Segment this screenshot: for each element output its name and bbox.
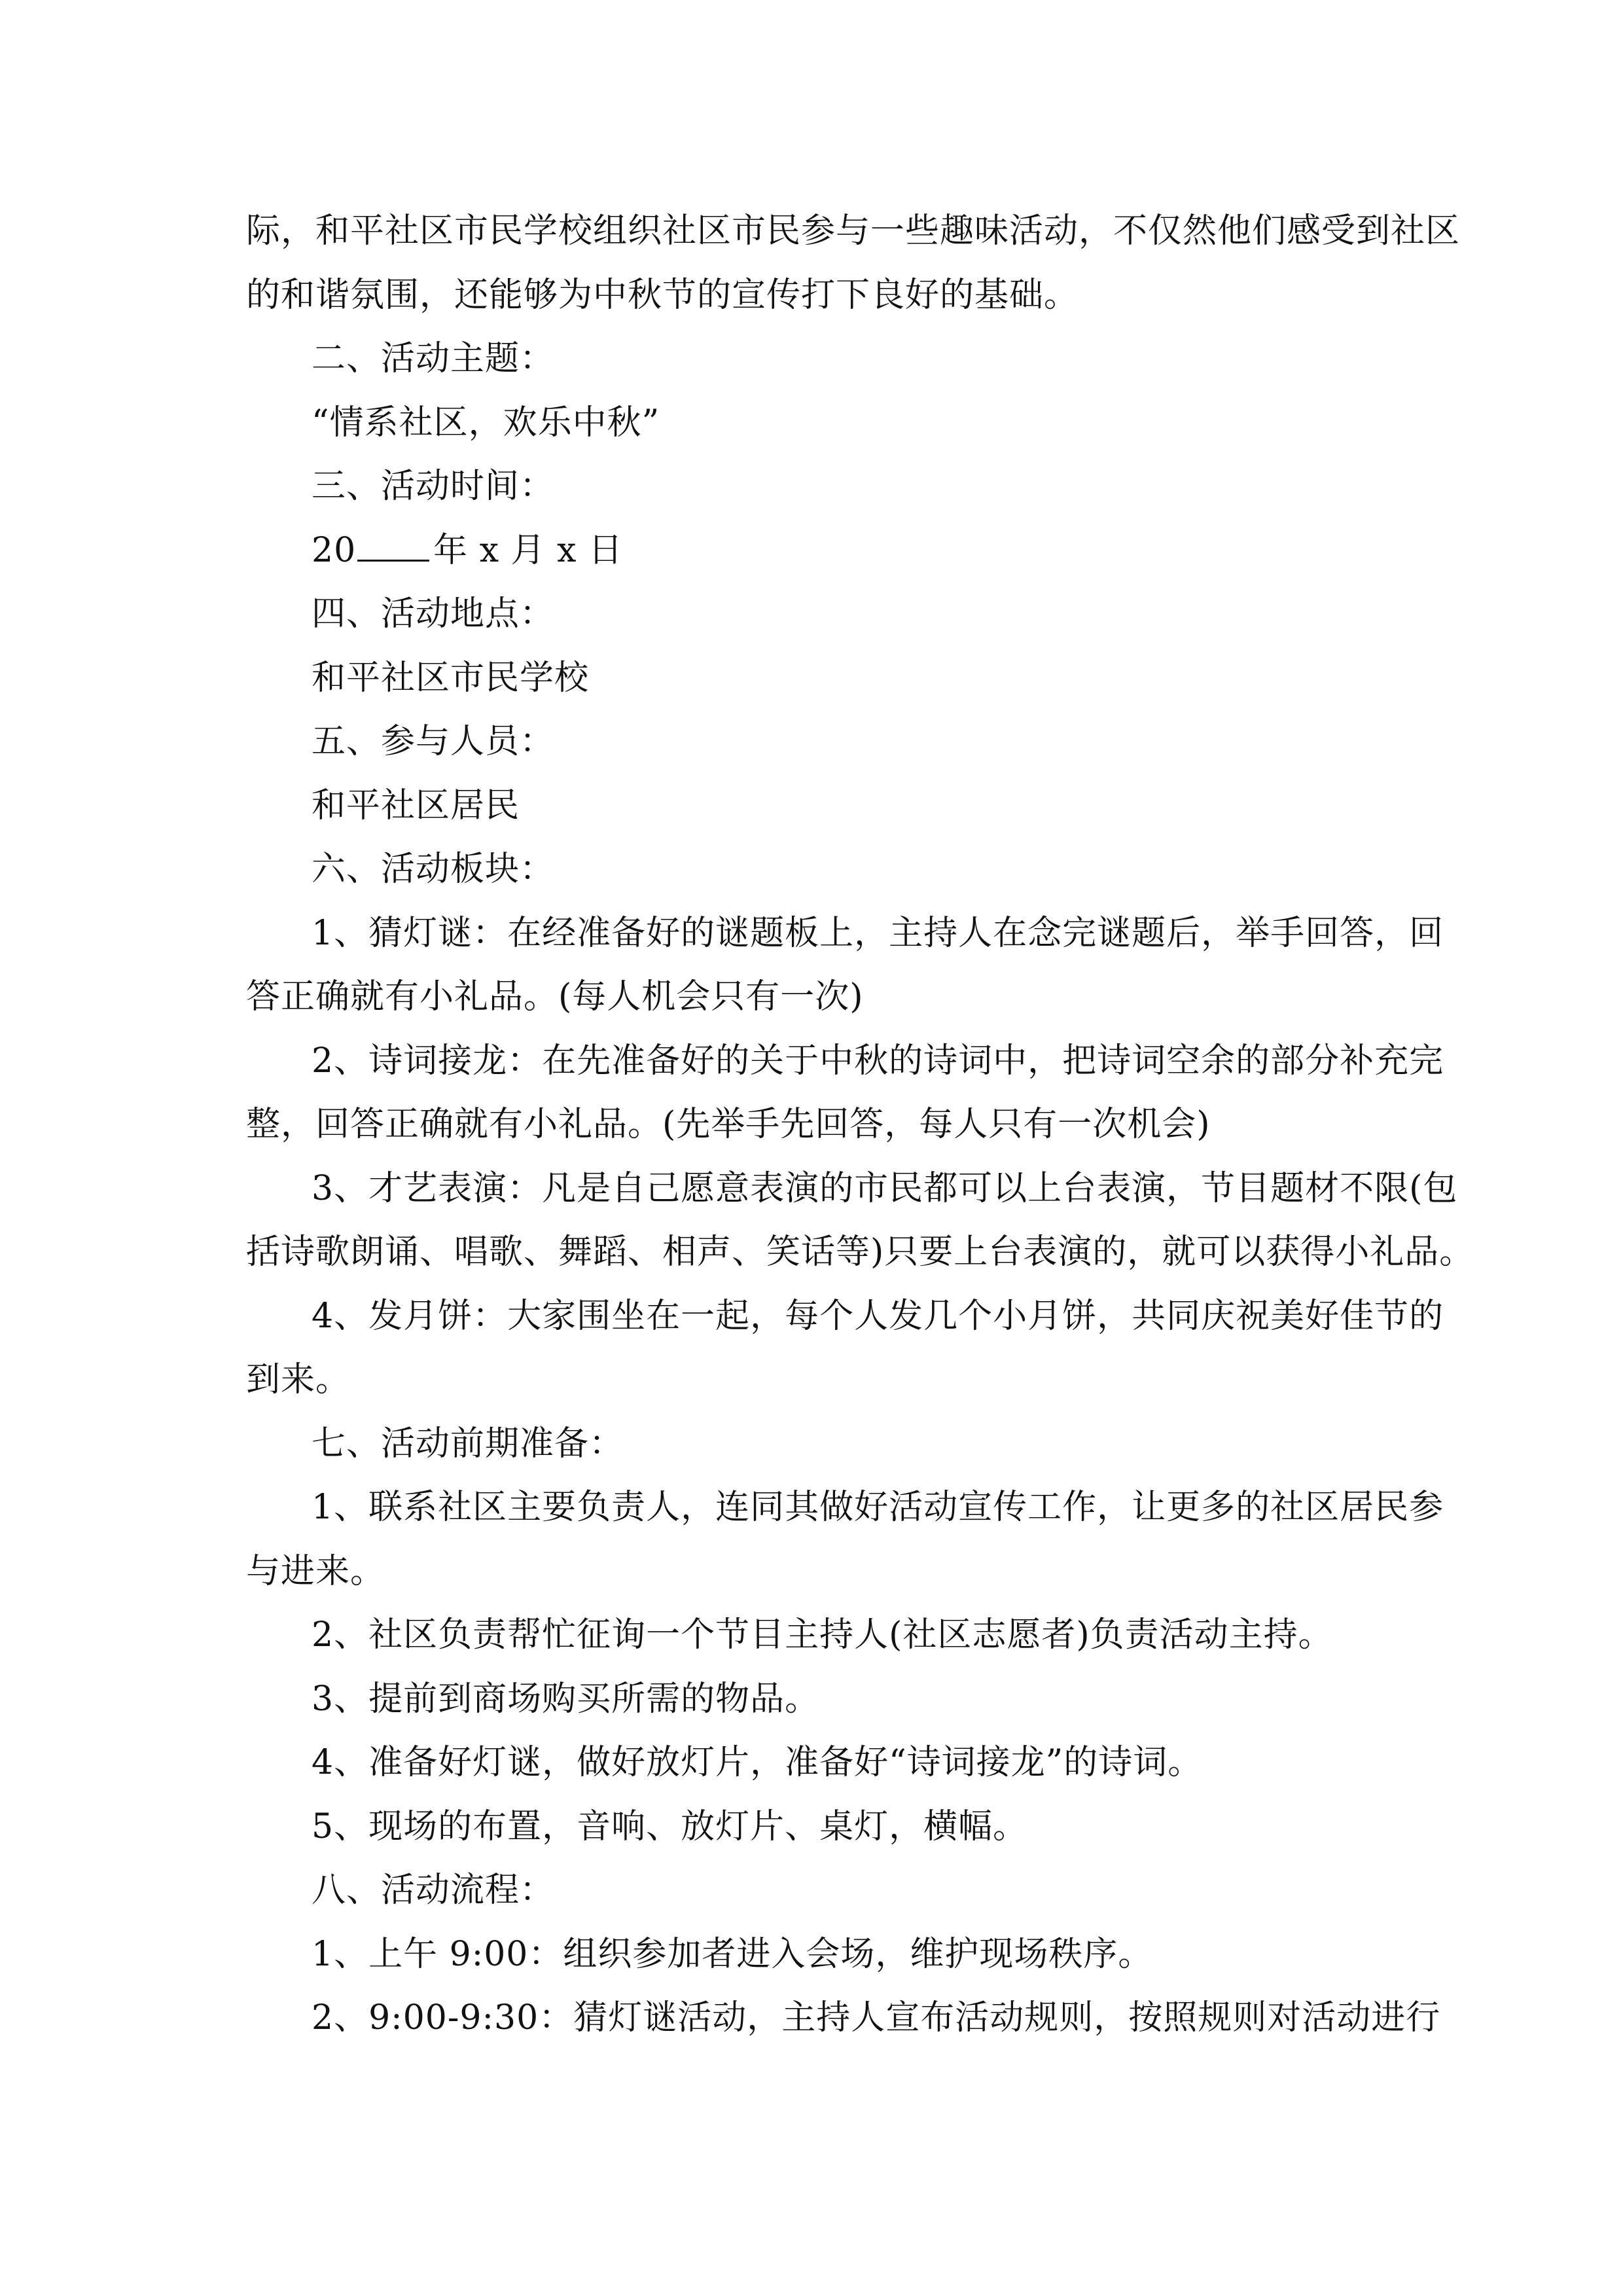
date-year-prefix: 20 [312,530,357,570]
paragraph-line: 3、才艺表演：凡是自己愿意表演的市民都可以上台表演，节目题材不限(包 [312,1168,1458,1208]
paragraph-line: 1、猜灯谜：在经准备好的谜题板上，主持人在念完谜题后，举手回答，回 [312,913,1444,953]
section-heading-process: 八、活动流程： [312,1871,555,1910]
section-heading-preparation: 七、活动前期准备： [312,1424,624,1463]
paragraph-line: 到来。 [246,1360,351,1399]
paragraph-line: 的和谐氛围，还能够为中秋节的宣传打下良好的基础。 [246,275,1079,315]
date-rest: 年 x 月 x 日 [433,530,623,570]
paragraph-line: 3、提前到商场购买所需的物品。 [312,1679,820,1719]
document-body [246,200,1474,2051]
section-heading-participants: 五、参与人员： [312,722,555,761]
participants-text: 和平社区居民 [312,785,520,825]
paragraph-line: 括诗歌朗诵、唱歌、舞蹈、相声、笑话等)只要上台表演的，就可以获得小礼品。 [246,1232,1474,1272]
section-heading-activities: 六、活动板块： [312,850,555,889]
section-heading-theme: 二、活动主题： [312,339,555,378]
paragraph-line: 整，回答正确就有小礼品。(先举手先回答，每人只有一次机会) [246,1105,1211,1144]
paragraph-line: 际，和平社区市民学校组织社区市民参与一些趣味活动，不仅然他们感受到社区 [246,211,1461,251]
location-text: 和平社区市民学校 [312,658,590,698]
section-heading-location: 四、活动地点： [312,594,555,634]
paragraph-line: 与进来。 [246,1551,385,1591]
section-heading-time: 三、活动时间： [312,467,555,506]
date-line [246,519,1378,583]
paragraph-line: 5、现场的布置，音响、放灯片、桌灯，横幅。 [312,1806,1028,1846]
theme-text: “情系社区，欢乐中秋” [312,403,660,442]
paragraph-line: 4、发月饼：大家围坐在一起，每个人发几个小月饼，共同庆祝美好佳节的 [312,1296,1444,1336]
paragraph-line: 答正确就有小礼品。(每人机会只有一次) [246,977,864,1016]
date-blank [357,531,429,562]
paragraph-line: 2、社区负责帮忙征询一个节目主持人(社区志愿者)负责活动主持。 [312,1615,1333,1655]
paragraph-line: 1、联系社区主要负责人，连同其做好活动宣传工作，让更多的社区居民参 [312,1488,1444,1527]
paragraph-line: 1、上午 9:00：组织参加者进入会场，维护现场秩序。 [312,1934,1153,1974]
paragraph-line: 2、9:00-9:30：猜灯谜活动，主持人宣布活动规则，按照规则对活动进行 [312,1998,1441,2037]
paragraph-line: 4、准备好灯谜，做好放灯片，准备好“诗词接龙”的诗词。 [312,1743,1203,1782]
paragraph-line: 2、诗词接龙：在先准备好的关于中秋的诗词中，把诗词空余的部分补充完 [312,1041,1444,1081]
